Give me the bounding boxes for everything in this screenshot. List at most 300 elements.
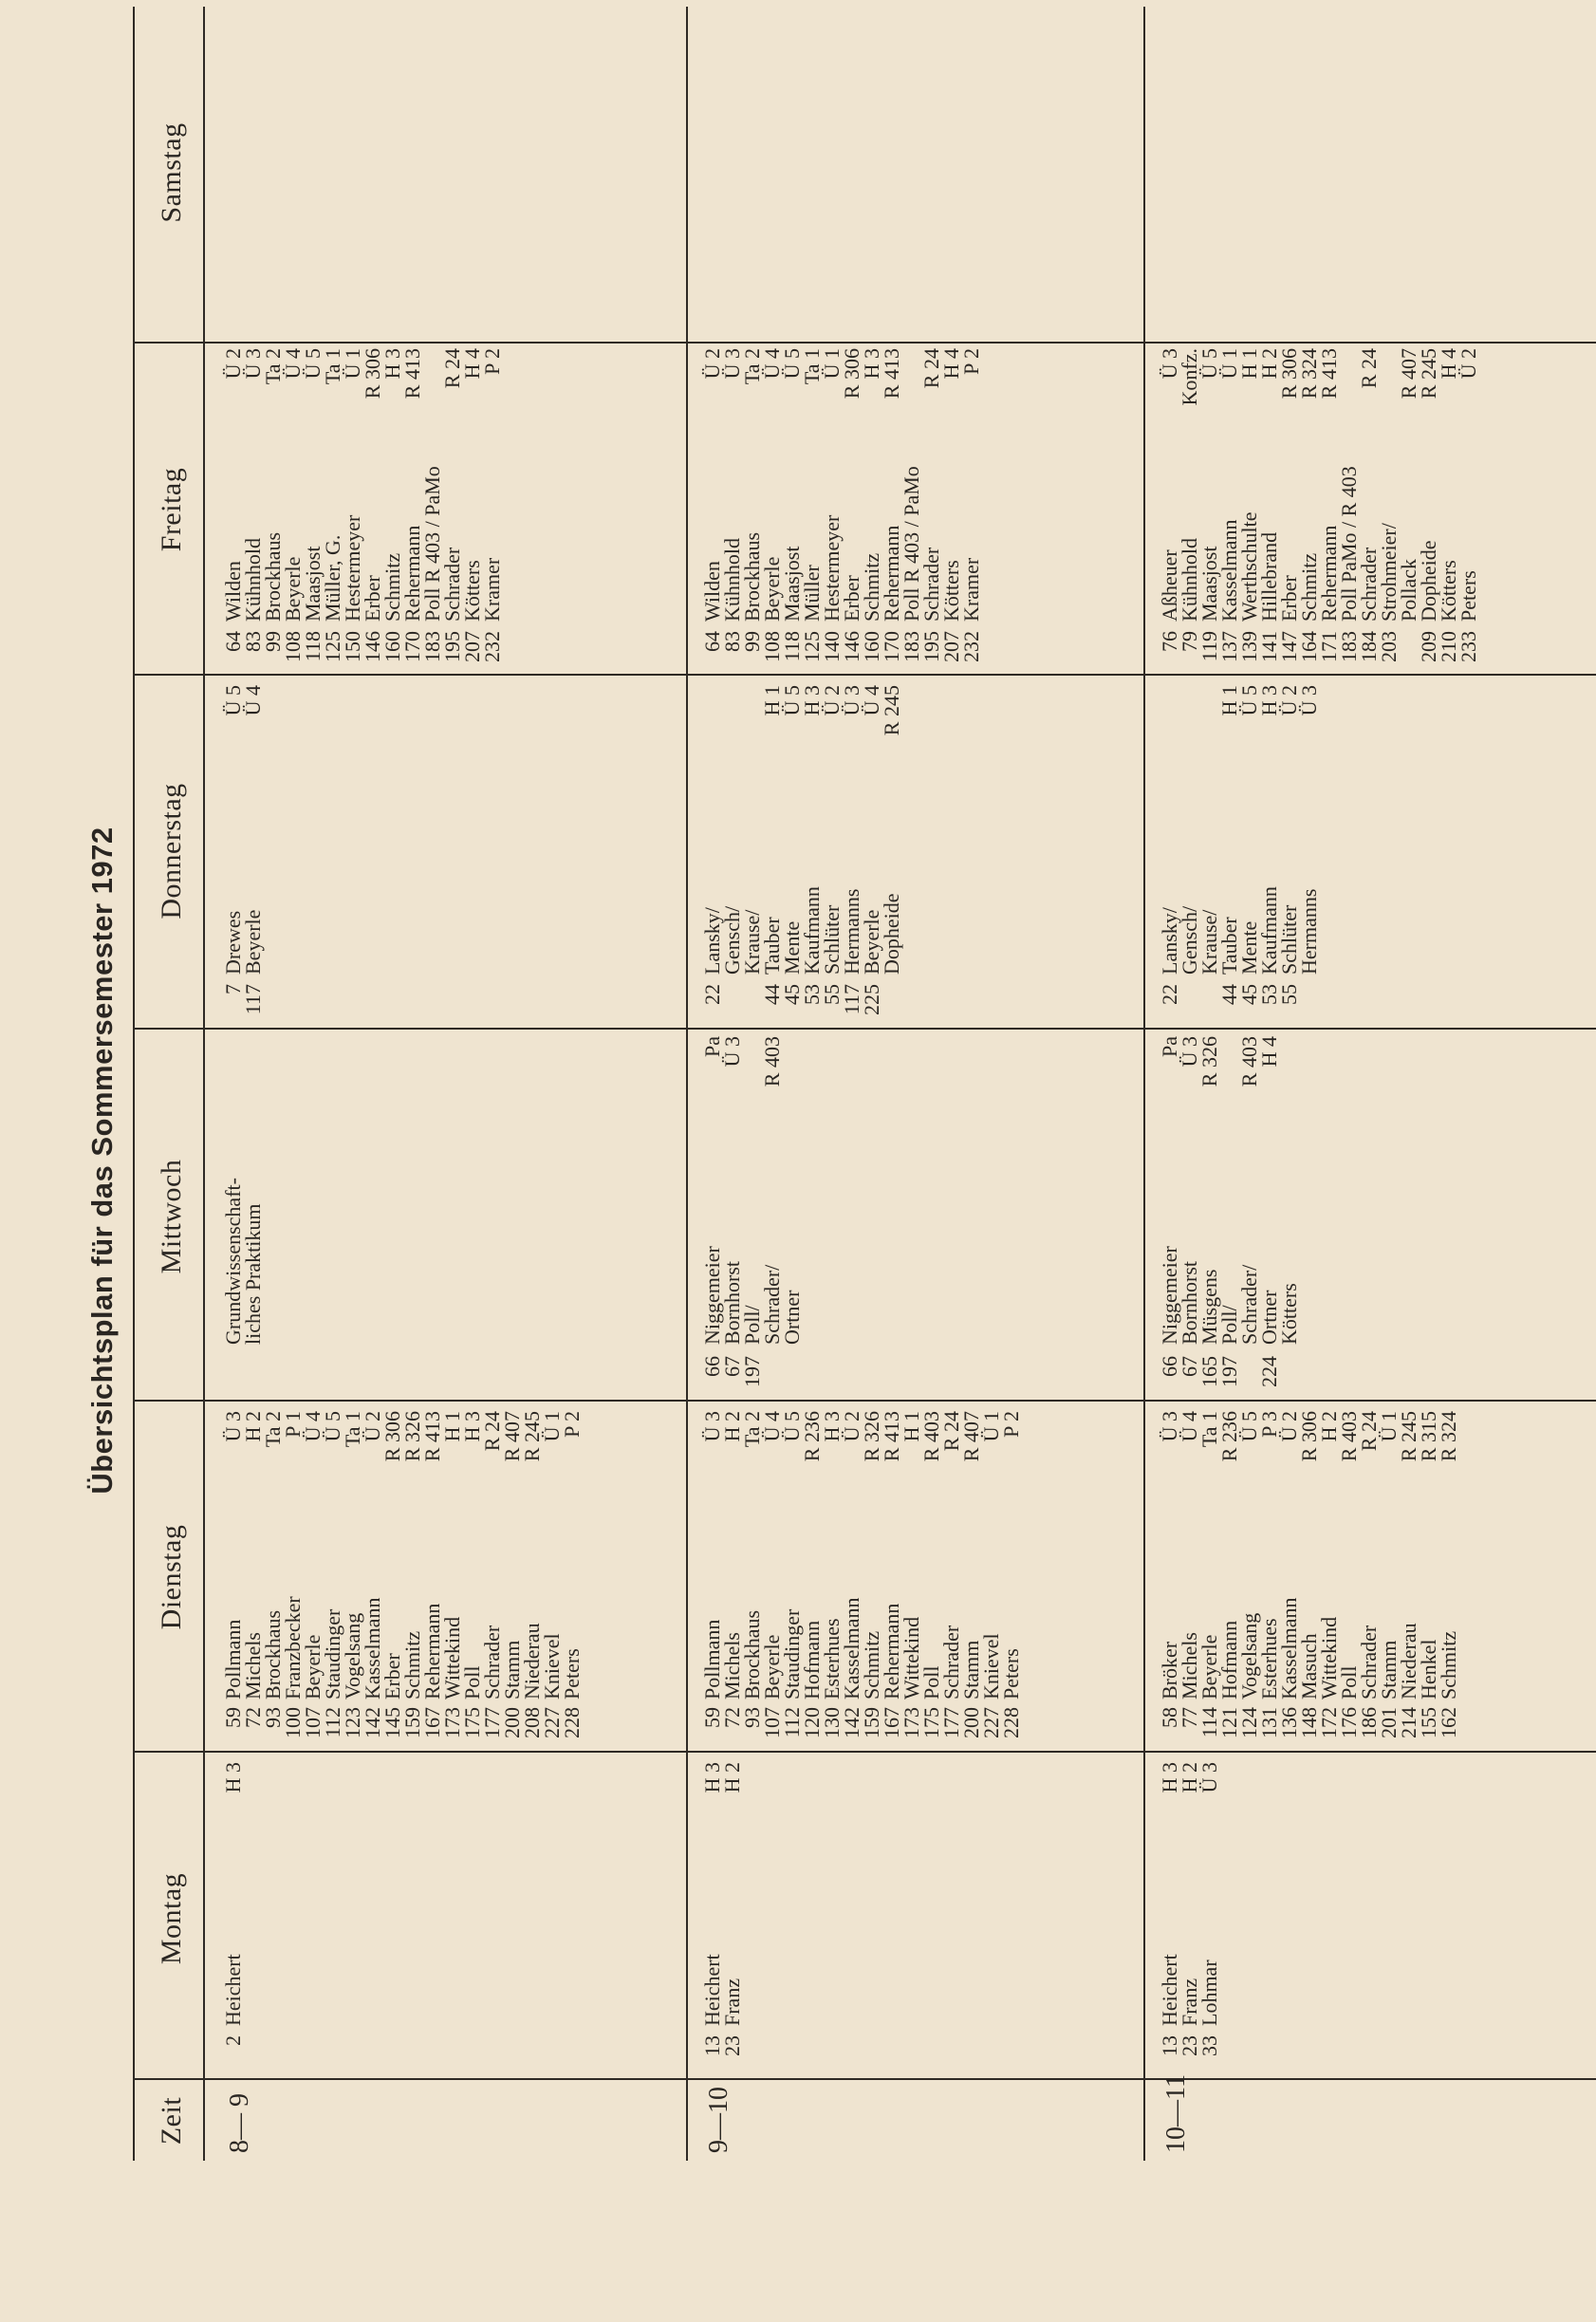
course-number: 142 [361, 1707, 384, 1738]
header-rule [203, 7, 205, 2161]
room-code: Ü 4 [241, 685, 265, 716]
page-title: Übersichtsplan für das Sommersemester 1972 [85, 827, 119, 1495]
lecturer-name: Schrader [440, 547, 464, 622]
lecturer-name: Schrader [1357, 547, 1381, 622]
lecturer-name: Müller [800, 565, 824, 622]
room-code: R 24 [919, 348, 943, 389]
room-code [702, 685, 722, 818]
course-number: 22 [1158, 984, 1181, 1005]
room-code: H 1 [440, 1411, 464, 1442]
course-number: 99 [261, 631, 285, 652]
lecturer-name: Hillebrand [1257, 531, 1281, 622]
course-number: 83 [720, 631, 744, 652]
room-code: Konfz. [1178, 348, 1201, 406]
lecturer-name: Brockhaus [740, 531, 764, 622]
room-code: R 24 [1357, 1411, 1381, 1452]
room-code: Ü 4 [860, 685, 883, 716]
room-code: Ü 3 [241, 348, 265, 380]
col-rule-mittwoch [133, 1028, 1596, 1030]
room-code: Ü 5 [780, 348, 804, 380]
lecturer-name: Schmitz [860, 1630, 883, 1700]
room-code: R 413 [880, 1411, 903, 1462]
room-code: R 326 [860, 1411, 883, 1462]
course-number: 147 [1277, 631, 1301, 662]
freitag-lecturers [223, 466, 502, 622]
lecturer-name: Franz [720, 1978, 744, 2026]
room-code: H 1 [1217, 685, 1241, 716]
course-number: 44 [760, 984, 784, 1005]
room-code: R 236 [1217, 1411, 1241, 1462]
donnerstag-lecturers [702, 886, 901, 975]
course-number: 44 [1217, 984, 1241, 1005]
lecturer-name: Knievel [540, 1633, 564, 1700]
lecturer-name: Tauber [1217, 917, 1241, 975]
header-samstag: Samstag [156, 122, 187, 223]
table-top-rule [133, 7, 135, 2161]
room-code: R 245 [1417, 348, 1440, 399]
course-number: 200 [959, 1707, 983, 1738]
room-code: R 413 [400, 348, 424, 399]
room-code: H 3 [1257, 685, 1281, 716]
course-number: 159 [860, 1707, 883, 1738]
course-number [1239, 1356, 1259, 1394]
lecturer-name: Esterhues [820, 1618, 844, 1700]
lecturer-name: Schmitz [1437, 1630, 1460, 1700]
room-code: Ü 3 [1197, 1762, 1221, 1793]
room-code: Ü 5 [221, 685, 245, 716]
mittwoch-course-numbers [223, 1356, 263, 1394]
course-number: 140 [820, 631, 844, 662]
course-number: 77 [1178, 1707, 1201, 1728]
course-number: 2 [221, 2035, 245, 2046]
room-code: Ü 2 [361, 1411, 384, 1442]
course-number: 214 [1397, 1707, 1420, 1738]
course-number: 55 [1277, 984, 1301, 1005]
mittwoch-course-numbers [702, 1356, 802, 1394]
header-dienstag: Dienstag [156, 1524, 187, 1630]
course-number: 183 [420, 631, 444, 662]
freitag-lecturers [702, 466, 981, 622]
room-code: R 24 [440, 348, 464, 389]
room-code: Ta 1 [341, 1411, 364, 1448]
lecturer-name: Niederau [520, 1623, 544, 1700]
freitag-lecturers [1160, 466, 1478, 622]
course-number: 99 [740, 631, 764, 652]
room-code: Ü 5 [1237, 1411, 1261, 1442]
lecturer-name: Mente [1237, 920, 1261, 975]
lecturer-name: Schmitz [1297, 552, 1321, 622]
room-code [1199, 685, 1219, 818]
lecturer-name: Heichert [700, 1954, 724, 2026]
room-code: H 4 [1257, 1036, 1281, 1068]
room-code: R 245 [1397, 1411, 1420, 1462]
lecturer-name: Stamm [1377, 1640, 1401, 1700]
lecturer-name: Pollmann [221, 1619, 245, 1700]
room-code: R 403 [1337, 1411, 1361, 1462]
room-code: Ü 4 [281, 348, 305, 380]
course-number: 53 [1257, 984, 1281, 1005]
room-code: R 306 [840, 348, 863, 399]
room-code: H 4 [1437, 348, 1460, 380]
course-number: 131 [1257, 1707, 1281, 1738]
course-number: 64 [700, 631, 724, 652]
course-number: 53 [800, 984, 824, 1005]
course-number: 117 [241, 984, 265, 1015]
course-number: 67 [720, 1356, 744, 1377]
room-code: Ü 3 [1158, 348, 1181, 380]
room-code [901, 348, 921, 472]
lecturer-name: Staudinger [321, 1608, 344, 1700]
room-code: H 1 [900, 1411, 923, 1442]
room-code: R 407 [1397, 348, 1420, 399]
course-number: 141 [1257, 631, 1281, 662]
course-number [782, 1356, 802, 1394]
freitag-course-numbers [223, 631, 502, 669]
room-code: Ü 3 [1178, 1036, 1201, 1068]
room-code: R 236 [800, 1411, 824, 1462]
room-code: R 306 [1297, 1411, 1321, 1462]
montag-lecturers [702, 1954, 742, 2026]
montag-rooms [702, 1762, 742, 1867]
lecturer-name: Wittekind [1317, 1616, 1341, 1700]
course-number: 232 [959, 631, 983, 662]
course-number: 125 [800, 631, 824, 662]
course-number: 148 [1297, 1707, 1321, 1738]
course-number: 66 [700, 1356, 724, 1377]
lecturer-name: Michels [720, 1632, 744, 1700]
room-code: H 3 [380, 348, 404, 380]
course-number: 146 [840, 631, 863, 662]
course-number: 227 [540, 1707, 564, 1738]
course-number: 23 [1178, 2035, 1201, 2056]
mittwoch-lecturers [223, 1178, 263, 1345]
lecturer-name: Poll [919, 1665, 943, 1700]
room-code: H 1 [760, 685, 784, 716]
col-rule-zeit [133, 2078, 1596, 2080]
room-code: Ü 2 [820, 685, 844, 716]
lecturer-name: Pollack [1397, 559, 1420, 622]
course-number: 93 [740, 1707, 764, 1728]
room-code: Ta 1 [321, 348, 344, 385]
lecturer-name: Gensch/ [720, 905, 744, 975]
course-number: 164 [1297, 631, 1321, 662]
room-code: H 3 [800, 685, 824, 716]
lecturer-name: Rehermann [420, 1603, 444, 1700]
lecturer-name: Michels [241, 1632, 265, 1700]
freitag-course-numbers [702, 631, 981, 669]
lecturer-name: Rehermann [880, 1603, 903, 1700]
course-number: 66 [1158, 1356, 1181, 1377]
lecturer-name: Rehermann [1317, 525, 1341, 622]
room-code: H 3 [820, 1411, 844, 1442]
room-code [1219, 1036, 1239, 1169]
course-number: 33 [1197, 2035, 1221, 2056]
room-code [223, 1036, 243, 1169]
room-code: R 413 [880, 348, 903, 399]
lecturer-name: Schlüter [820, 904, 844, 975]
lecturer-name: Vogelsang [341, 1612, 364, 1700]
lecturer-name: Kühnhold [720, 538, 744, 622]
course-number: 207 [460, 631, 484, 662]
lecturer-name: Kasselmann [1277, 1597, 1301, 1700]
lecturer-name: Kühnhold [241, 538, 265, 622]
lecturer-name: Knievel [979, 1633, 1003, 1700]
lecturer-name: Kasselmann [840, 1597, 863, 1700]
room-code: Ta 2 [740, 1411, 764, 1448]
donnerstag-course-numbers [223, 984, 263, 1022]
time-slot-label: 9—10 [704, 2087, 733, 2153]
room-code: Ü 3 [720, 348, 744, 380]
course-number: 117 [840, 984, 863, 1015]
room-code: R 326 [400, 1411, 424, 1462]
donnerstag-lecturers [223, 910, 263, 975]
room-code: P 2 [560, 1411, 584, 1438]
room-code: Ü 2 [1277, 1411, 1301, 1442]
lecturer-name: Müller, G. [321, 534, 344, 622]
lecturer-name: Kaufmann [1257, 886, 1281, 975]
lecturer-name: Krause/ [740, 909, 764, 975]
course-number: 165 [1197, 1356, 1221, 1387]
room-code: Ü 2 [221, 348, 245, 380]
course-number: 145 [380, 1707, 404, 1738]
course-number: 59 [221, 1707, 245, 1728]
room-code [1179, 685, 1199, 818]
room-code: H 3 [700, 1762, 724, 1793]
room-code: Ü 4 [1178, 1411, 1201, 1442]
lecturer-name: Beyerle [1197, 1634, 1221, 1700]
course-number: 225 [860, 984, 883, 1015]
course-number: 167 [420, 1707, 444, 1738]
col-rule-dienstag [133, 1400, 1596, 1402]
donnerstag-course-numbers [702, 984, 882, 1022]
course-number: 118 [301, 631, 325, 662]
room-code [243, 1036, 263, 1169]
course-number: 137 [1217, 631, 1241, 662]
time-slot-label: 8— 9 [225, 2093, 254, 2153]
room-code [722, 685, 742, 818]
col-rule-montag [133, 1751, 1596, 1753]
course-number: 13 [700, 2035, 724, 2056]
freitag-rooms [223, 348, 502, 472]
lecturer-name: Masuch [1297, 1633, 1321, 1700]
course-number: 172 [1317, 1707, 1341, 1738]
lecturer-name: Heichert [221, 1954, 245, 2026]
course-number: 173 [900, 1707, 923, 1738]
lecturer-name: Hofmann [1217, 1620, 1241, 1700]
lecturer-name: Rehermann [880, 525, 903, 622]
room-code: Ta 2 [261, 348, 285, 385]
room-code: H 4 [939, 348, 963, 380]
course-number [762, 1356, 782, 1394]
freitag-rooms [1160, 348, 1478, 472]
mittwoch-rooms [1160, 1036, 1279, 1169]
donnerstag-course-numbers [1160, 984, 1299, 1022]
dienstag-lecturers [1160, 1597, 1458, 1700]
course-number [243, 1356, 263, 1394]
lecturer-name: Erber [380, 1653, 404, 1700]
lecturer-name: Heichert [1158, 1954, 1181, 2026]
room-code: R 315 [1417, 1411, 1440, 1462]
lecturer-name: Beyerle [241, 909, 265, 975]
course-number [1199, 984, 1219, 1022]
course-number: 118 [780, 631, 804, 662]
mittwoch-lecturers [702, 1246, 802, 1345]
lecturer-name: Stamm [500, 1640, 524, 1700]
course-number: 142 [840, 1707, 863, 1738]
lecturer-name: Peters [1457, 570, 1480, 622]
course-number: 93 [261, 1707, 285, 1728]
room-code: Ü 5 [301, 348, 325, 380]
course-number: 183 [1337, 631, 1361, 662]
lecturer-name: Poll PaMo / R 403 [1337, 466, 1361, 622]
room-code: Ta 2 [261, 1411, 285, 1448]
lecturer-name: Aßheuer [1158, 549, 1181, 622]
room-code [1379, 348, 1399, 472]
lecturer-name: Dopheide [1417, 540, 1440, 622]
lecturer-name: Erber [361, 575, 384, 622]
room-code: P 2 [480, 348, 504, 375]
room-code: H 2 [1317, 1411, 1341, 1442]
course-number: 159 [400, 1707, 424, 1738]
course-number: 186 [1357, 1707, 1381, 1738]
course-number: 155 [1417, 1707, 1440, 1738]
lecturer-name: Mente [780, 920, 804, 975]
lecturer-name: Strohmeier/ [1377, 523, 1401, 622]
room-code: H 2 [720, 1411, 744, 1442]
room-code: R 245 [520, 1411, 544, 1462]
lecturer-name: Beyerle [301, 1634, 325, 1700]
dienstag-rooms [1160, 1411, 1458, 1544]
lecturer-name: Brockhaus [740, 1609, 764, 1700]
room-code: R 324 [1297, 348, 1321, 399]
lecturer-name: Maasjost [780, 546, 804, 622]
room-code: R 306 [380, 1411, 404, 1462]
room-code: R 413 [1317, 348, 1341, 399]
course-number: 184 [1357, 631, 1381, 662]
course-number: 7 [221, 984, 245, 994]
montag-lecturers [1160, 1954, 1219, 2026]
course-number: 146 [361, 631, 384, 662]
lecturer-name: Hestermeyer [820, 514, 844, 622]
course-number: 162 [1437, 1707, 1460, 1738]
course-number: 160 [860, 631, 883, 662]
room-code: P 2 [959, 348, 983, 375]
course-number: 45 [780, 984, 804, 1005]
course-number: 228 [560, 1707, 584, 1738]
lecturer-name: Wilden [221, 561, 245, 622]
lecturer-name: Peters [999, 1648, 1023, 1700]
course-number [742, 984, 762, 1022]
lecturer-name: Schmitz [380, 552, 404, 622]
room-code: Ü 5 [780, 1411, 804, 1442]
lecturer-name: Peters [560, 1648, 584, 1700]
course-number: 112 [780, 1707, 804, 1738]
header-donnerstag: Donnerstag [156, 783, 187, 920]
room-code: R 413 [420, 1411, 444, 1462]
lecturer-name: Bröker [1158, 1641, 1181, 1700]
lecturer-name: Vogelsang [1237, 1612, 1261, 1700]
course-number: 173 [440, 1707, 464, 1738]
course-number: 177 [480, 1707, 504, 1738]
room-code: Ü 4 [760, 348, 784, 380]
lecturer-name: Schrader [919, 547, 943, 622]
lecturer-name: Poll [460, 1665, 484, 1700]
room-code: Ü 3 [700, 1411, 724, 1442]
room-code: H 4 [460, 348, 484, 380]
lecturer-name: Tauber [760, 917, 784, 975]
lecturer-name: Kühnhold [1178, 538, 1201, 622]
lecturer-name: Lansky/ [1158, 907, 1181, 975]
room-code: R 326 [1197, 1036, 1221, 1087]
lecturer-name: Drewes [221, 910, 245, 975]
room-code: Ü 1 [820, 348, 844, 380]
lecturer-name: Hofmann [800, 1620, 824, 1700]
lecturer-name: Poll R 403 / PaMo [420, 466, 444, 622]
montag-course-numbers [1160, 2035, 1219, 2073]
lecturer-name: Esterhues [1257, 1618, 1281, 1700]
course-number: 175 [460, 1707, 484, 1738]
lecturer-name: Schrader [480, 1625, 504, 1700]
time-slot-label: 10—11 [1161, 2074, 1191, 2153]
lecturer-name: Lansky/ [700, 907, 724, 975]
course-number: 200 [500, 1707, 524, 1738]
room-code: Ü 1 [1217, 348, 1241, 380]
lecturer-name: Henkel [1417, 1639, 1440, 1700]
room-code: R 306 [361, 348, 384, 399]
lecturer-name: Dopheide [880, 893, 903, 975]
room-code: Ta 1 [1197, 1411, 1221, 1448]
course-number: 72 [720, 1707, 744, 1728]
dienstag-rooms [223, 1411, 582, 1544]
course-number: 120 [800, 1707, 824, 1738]
lecturer-name: Franz [1178, 1978, 1201, 2026]
course-number: 123 [341, 1707, 364, 1738]
lecturer-name: Kötters [1277, 1283, 1301, 1345]
course-number: 79 [1178, 631, 1201, 652]
lecturer-name: Schrader/ [760, 1264, 784, 1345]
course-number: 67 [1178, 1356, 1201, 1377]
course-number: 130 [820, 1707, 844, 1738]
room-code: H 3 [1158, 1762, 1181, 1793]
lecturer-name: Grundwissenschaft- [221, 1178, 245, 1345]
lecturer-name: Kötters [939, 560, 963, 622]
room-code: P 2 [999, 1411, 1023, 1438]
lecturer-name: Gensch/ [1178, 905, 1201, 975]
lecturer-name: Schmitz [400, 1630, 424, 1700]
lecturer-name: Lohmar [1197, 1960, 1221, 2026]
montag-course-numbers [223, 2035, 243, 2073]
course-number: 107 [301, 1707, 325, 1738]
lecturer-name: Stamm [959, 1640, 983, 1700]
lecturer-name: Niederau [1397, 1623, 1420, 1700]
course-number: 170 [880, 631, 903, 662]
room-code: R 324 [1437, 1411, 1460, 1462]
lecturer-name: Beyerle [860, 909, 883, 975]
room-code: H 3 [460, 1411, 484, 1442]
room-code: Ü 3 [840, 685, 863, 716]
course-number: 112 [321, 1707, 344, 1738]
montag-lecturers [223, 1954, 243, 2026]
room-code: H 2 [1257, 348, 1281, 380]
lecturer-name: Kramer [480, 557, 504, 622]
room-code: H 2 [720, 1762, 744, 1793]
header-freitag: Freitag [156, 467, 187, 552]
course-number: 64 [221, 631, 245, 652]
donnerstag-rooms [223, 685, 263, 818]
course-number: 108 [281, 631, 305, 662]
course-number: 232 [480, 631, 504, 662]
dienstag-course-numbers [1160, 1707, 1458, 1745]
